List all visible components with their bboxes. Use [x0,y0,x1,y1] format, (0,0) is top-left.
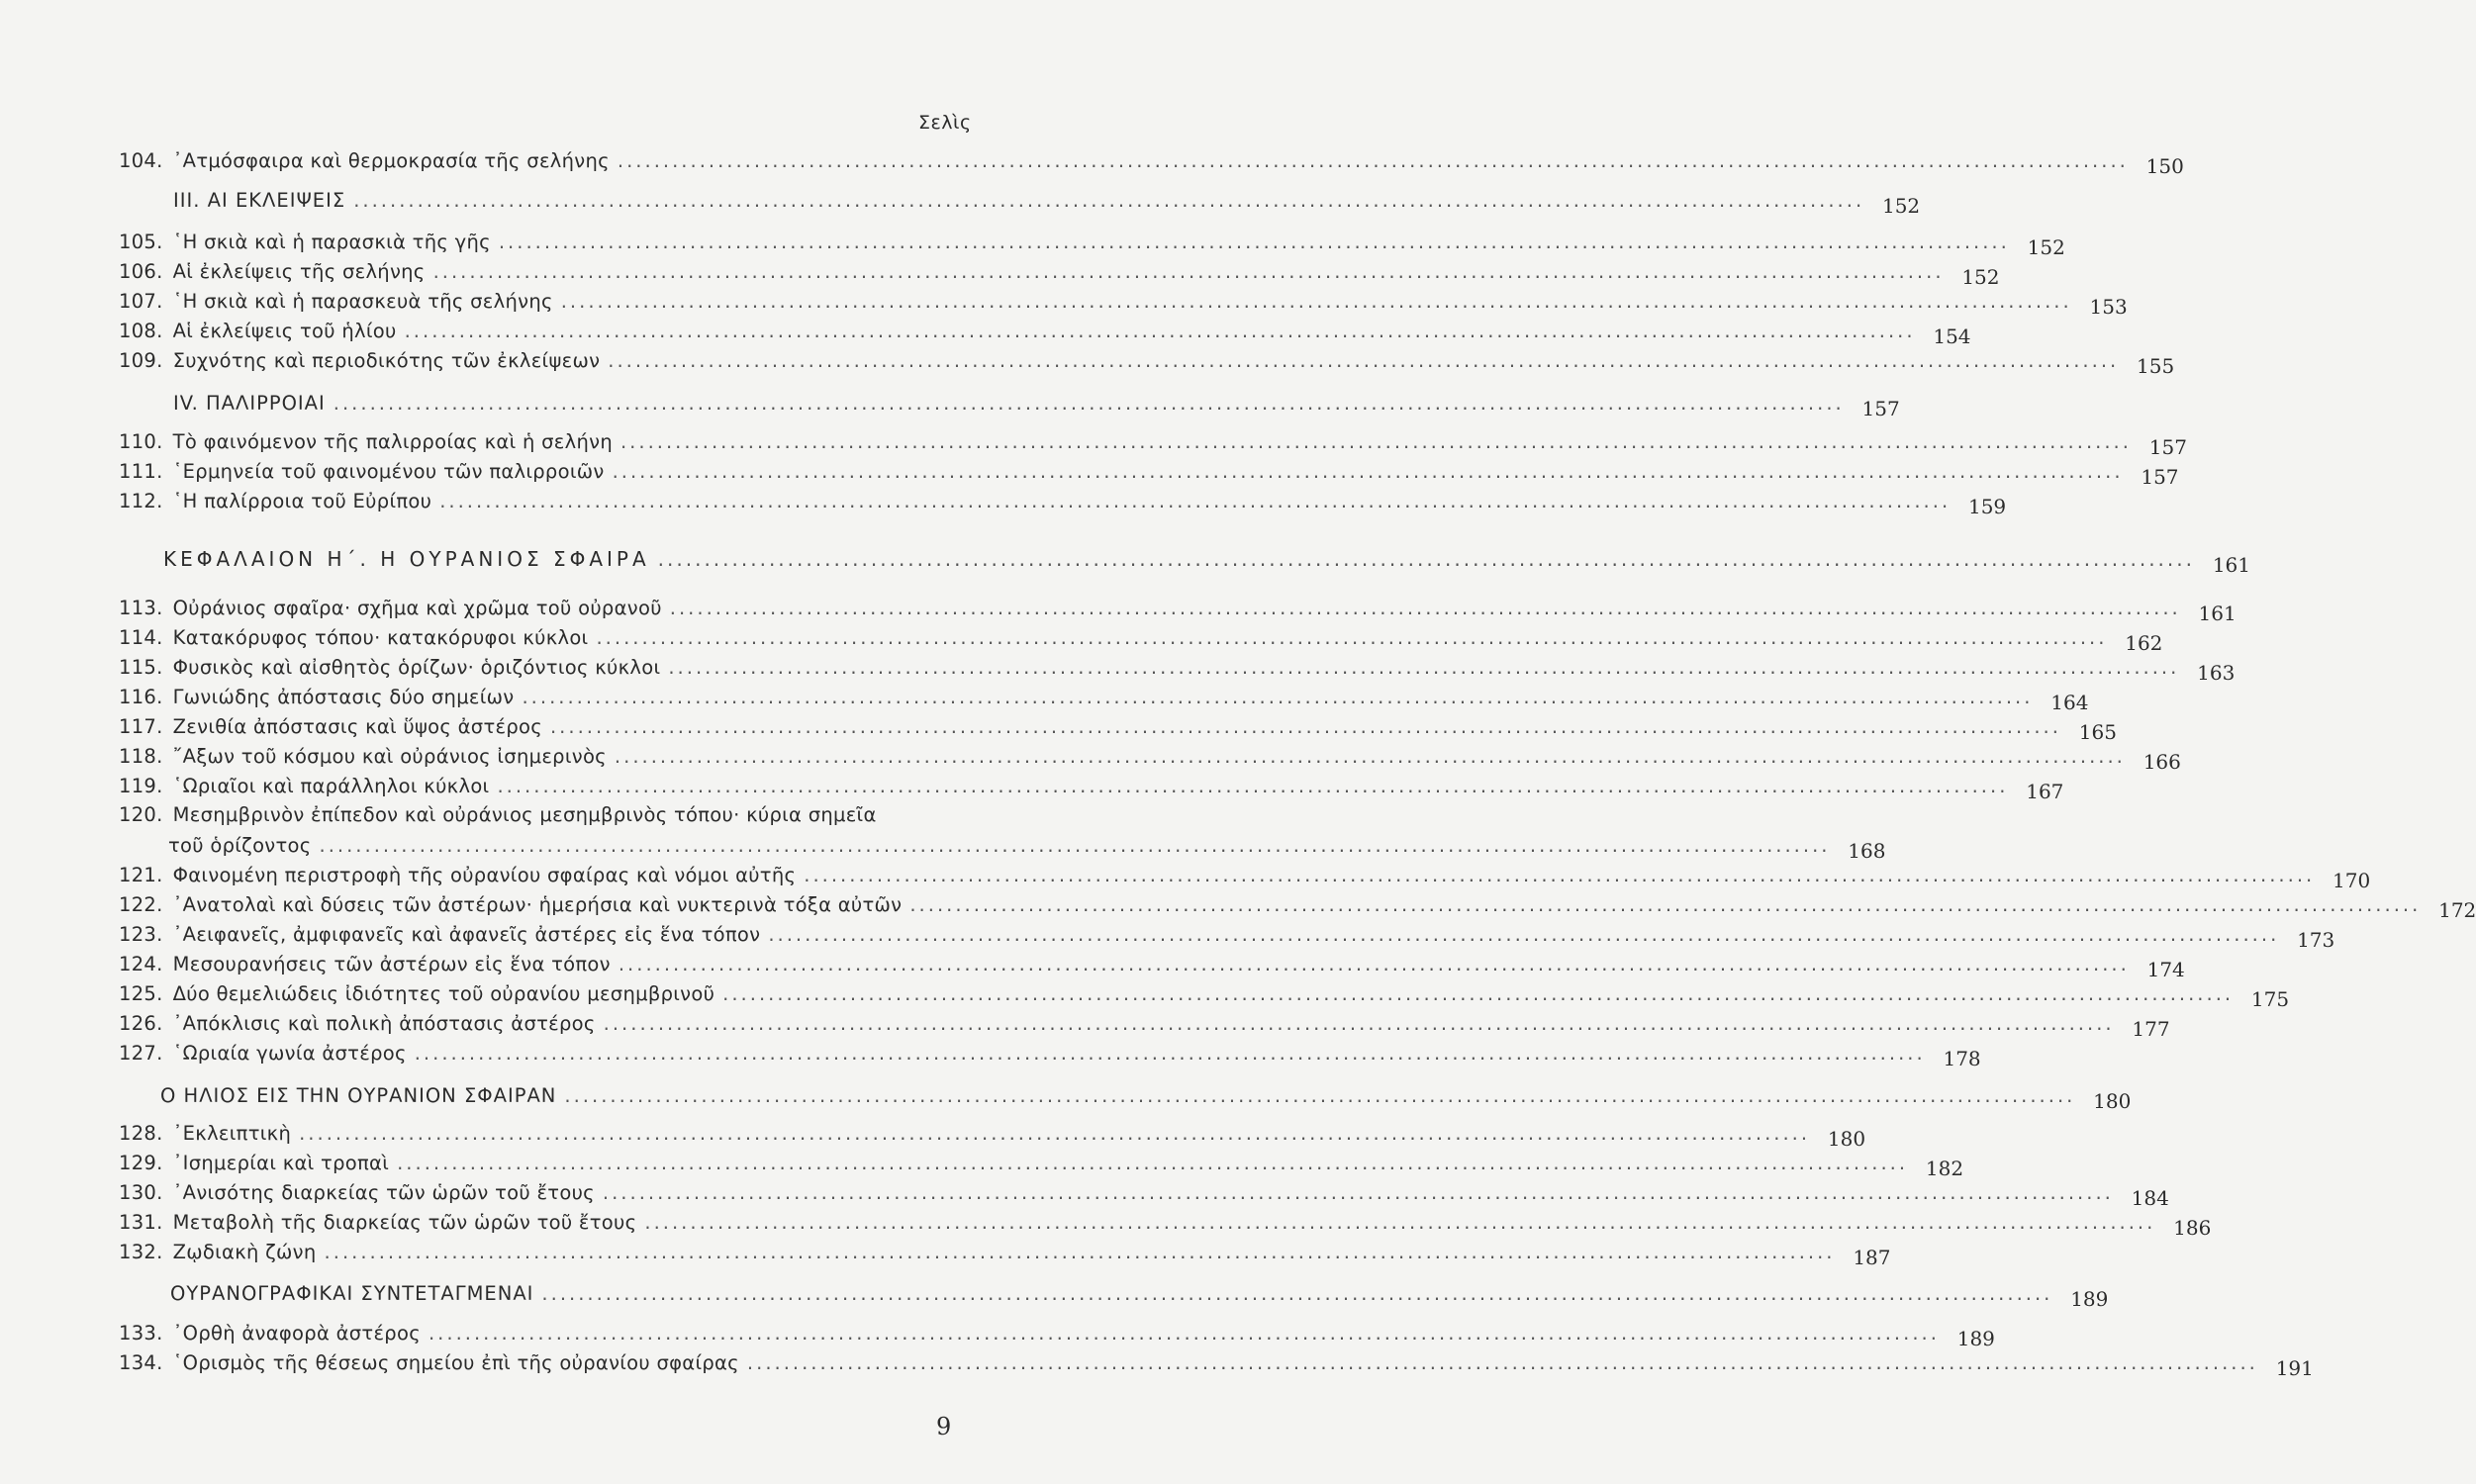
toc-page-number: 166 [2143,750,2181,774]
toc-entry [119,1180,2169,1210]
toc-entry [119,230,2065,259]
toc-page-number: 152 [1961,265,2000,289]
dot-leader [415,1042,1926,1065]
toc-entry-number: 104. [119,149,163,172]
toc-entry-title: ᾿Απόκλισις καὶ πολικὴ ἀπόστασις ἀστέρος [172,1012,596,1035]
toc-entry-title: Φαινομένη περιστροφὴ τῆς οὐρανίου σφαίρας καὶ νόμοι αὐτῆς [172,864,797,886]
toc-page-number: 187 [1853,1246,1891,1269]
toc-entry-title: Αἱ ἐκλείψεις τῆς σελήνης [172,260,426,283]
toc-entry-title: ῾Ορισμὸς τῆς θέσεως σημείου ἐπὶ τῆς οὐρανίου σφαίρας [172,1351,739,1374]
toc-entry-number: 128. [119,1122,163,1145]
dot-leader [564,1084,2075,1107]
toc-entry [119,319,1971,348]
toc-entry-title: Οὐράνιος σφαῖρα· σχῆμα καὶ χρῶμα τοῦ οὐρανοῦ [172,597,662,619]
dot-leader [615,745,2126,768]
toc-page-number: 150 [2145,154,2184,178]
toc-page-number: 189 [1956,1327,1995,1350]
toc-entry [119,1321,1995,1350]
dot-leader [541,1282,2052,1305]
toc-entry-number: 125. [119,982,163,1005]
toc-entry [119,744,2181,774]
dot-leader [522,686,2033,708]
dot-leader [909,893,2421,916]
toc-entry-number: 132. [119,1241,163,1263]
toc-entry-title: Δύο θεμελιώδεις ἰδιότητες τοῦ οὐρανίου μεσημβρινοῦ [172,982,715,1005]
toc-entry-title: ῾Η παλίρροια τοῦ Εὐρίπου [172,490,432,512]
toc-page-number: 157 [1861,397,1900,420]
dot-leader [603,1181,2114,1204]
toc-entry-number: 113. [119,597,163,619]
toc-page-number: 172 [2438,898,2476,922]
toc-page-number: 182 [1925,1157,1964,1180]
toc-section-heading [119,188,1921,218]
dot-leader [550,715,2061,738]
toc-entry [119,952,2185,981]
toc-page-number: 153 [2089,295,2128,319]
toc-entry-number: 115. [119,656,163,679]
toc-entry [119,259,2000,289]
toc-entry-number: 129. [119,1152,163,1174]
toc-page-number: 162 [2125,631,2163,655]
toc-entry [119,1121,1866,1151]
toc-entry-number: 105. [119,231,163,253]
toc-entry-number: 130. [119,1181,163,1204]
dot-leader [333,392,1845,415]
toc-entry [119,1350,2314,1380]
toc-entry-title: Γωνιώδης ἀπόστασις δύο σημείων [172,686,515,708]
toc-entry-number: 120. [119,803,163,826]
toc-page-number: 180 [2093,1089,2132,1113]
toc-entry-title: ῾Ωριαία γωνία ἀστέρος [172,1042,407,1065]
dot-leader [644,1211,2155,1234]
toc-entry [119,596,2237,625]
toc-page-number: 152 [2027,235,2065,259]
toc-entry-title: ΟΥΡΑΝΟΓΡΑΦΙΚΑΙ ΣΥΝΤΕΤΑΓΜΕΝΑΙ [170,1282,534,1305]
dot-leader [299,1122,1810,1145]
toc-entry-number: 131. [119,1211,163,1234]
toc-entry-title: ῾Ωριαῖοι καὶ παράλληλοι κύκλοι [172,775,490,797]
toc-entry-number: 117. [119,715,163,738]
toc-entry-title: ᾿Ισημερίαι καὶ τροπαὶ [172,1152,390,1174]
dot-leader [608,349,2119,372]
toc-entry [119,803,970,826]
toc-entry [119,685,2089,714]
toc-page-number: 154 [1933,325,1971,348]
toc-page-number: 189 [2070,1287,2109,1311]
toc-entry [119,148,2184,178]
toc-entry-number: 133. [119,1322,163,1345]
toc-entry [119,774,2064,803]
toc-entry [119,922,2335,952]
dot-leader [499,231,2010,253]
toc-entry-title-continuation: τοῦ ὁρίζοντος [168,834,312,857]
toc-page-number: 163 [2197,661,2236,685]
dot-leader [325,1241,1836,1263]
dot-leader [604,1012,2115,1035]
toc-entry-number: 121. [119,864,163,886]
toc-entry-title: Ζενιθία ἀπόστασις καὶ ὕψος ἀστέρος [172,715,542,738]
toc-entry-title: Κατακόρυφος τόπου· κατακόρυφοι κύκλοι [172,626,589,649]
toc-page-number: 184 [2131,1186,2169,1210]
toc-entry-number: 127. [119,1042,163,1065]
toc-entry-title: ᾿Αειφανεῖς, ἀμφιφανεῖς καὶ ἀφανεῖς ἀστέρες εἰς ἕνα τόπον [172,923,761,946]
toc-page-number: 161 [2212,553,2250,577]
toc-entry-title: ΚΕΦΑΛΑΙΟΝ Η΄. Η ΟΥΡΑΝΙΟΣ ΣΦΑΙΡΑ [163,547,650,571]
toc-entry-title: ῾Η σκιὰ καὶ ἡ παρασκευὰ τῆς σελήνης [172,290,553,313]
toc-page-number: 157 [2141,465,2179,489]
dot-leader [613,460,2124,483]
toc-entry-number: 118. [119,745,163,768]
dot-leader [439,490,1951,512]
toc-entry-title: ῎Αξων τοῦ κόσμου καὶ οὐράνιος ἰσημερινὸς [172,745,607,768]
dot-leader [747,1351,2258,1374]
dot-leader [618,149,2129,172]
toc-entry [119,981,2290,1011]
dot-leader [397,1152,1908,1174]
toc-page-number: 173 [2297,928,2335,952]
toc-entry-title: Ο ΗΛΙΟΣ ΕΙΣ ΤΗΝ ΟΥΡΑΝΙΟΝ ΣΦΑΙΡΑΝ [160,1084,557,1107]
toc-entry-number: 123. [119,923,163,946]
toc-entry-number: 126. [119,1012,163,1035]
toc-entry-continuation [119,833,1886,863]
toc-entry-number: 119. [119,775,163,797]
toc-entry-number: 112. [119,490,163,512]
toc-entry-title: ᾿Ανατολαὶ καὶ δύσεις τῶν ἀστέρων· ἡμερήσια καὶ νυκτερινὰ τόξα αὐτῶν [172,893,903,916]
toc-entry-title: Φυσικὸς καὶ αἰσθητὸς ὁρίζων· ὁριζόντιος κύκλοι [172,656,661,679]
toc-entry-title: ᾿Ανισότης διαρκείας τῶν ὡρῶν τοῦ ἔτους [172,1181,595,1204]
toc-entry-title: III. ΑΙ ΕΚΛΕΙΨΕΙΣ [173,189,346,212]
toc-entry-title: ῾Ερμηνεία τοῦ φαινομένου τῶν παλιρροιῶν [172,460,605,483]
toc-page-number: 155 [2137,354,2175,378]
dot-leader [768,923,2279,946]
toc-entry [119,489,2007,518]
toc-entry [119,1210,2212,1240]
toc-entry-title: Τὸ φαινόμενον τῆς παλιρροίας καὶ ἡ σελήνη [172,430,613,453]
toc-entry [119,348,2175,378]
toc-entry-number: 108. [119,320,163,342]
toc-entry [119,655,2236,685]
toc-page-number: 180 [1827,1127,1866,1151]
toc-page-number: 152 [1881,194,1921,218]
toc-section-heading [119,391,1900,420]
dot-leader [620,430,2132,453]
toc-entry-number: 111. [119,460,163,483]
toc-entry-title: Μεσημβρινὸν ἐπίπεδον καὶ οὐράνιος μεσημβρινὸς τόπου· κύρια σημεῖα [172,803,877,826]
toc-entry [119,429,2187,459]
toc-page-number: 164 [2050,691,2089,714]
dot-leader [497,775,2008,797]
toc-page-number: 157 [2148,435,2187,459]
toc-page-number: 186 [2173,1216,2212,1240]
toc-entry [119,625,2163,655]
dot-leader [353,189,1864,212]
toc-entry-number: 114. [119,626,163,649]
toc-entry [119,863,2371,892]
toc-section-heading [119,1281,2109,1311]
dot-leader [619,953,2130,975]
toc-entry-number: 110. [119,430,163,453]
toc-entry-title: Μεσουρανήσεις τῶν ἀστέρων εἰς ἕνα τόπον [172,953,611,975]
dot-leader [320,834,1831,857]
toc-entry-number: 107. [119,290,163,313]
toc-section-heading [119,547,2250,577]
toc-entry [119,1011,2170,1041]
page-column-header: Σελὶς [918,112,972,134]
toc-entry-title: Μεταβολὴ τῆς διαρκείας τῶν ὡρῶν τοῦ ἔτους [172,1211,637,1234]
dot-leader [561,290,2072,313]
toc-entry-number: 116. [119,686,163,708]
toc-page-number: 178 [1943,1047,1981,1070]
toc-entry-number: 134. [119,1351,163,1374]
toc-entry-title: IV. ΠΑΛΙΡΡΟΙΑΙ [173,392,326,415]
toc-page-number: 159 [1967,495,2007,518]
toc-entry [119,1041,1981,1070]
toc-entry-title: Συχνότης καὶ περιοδικότης τῶν ἐκλείψεων [172,349,601,372]
toc-entry-title: Ζῳδιακὴ ζώνη [172,1241,317,1263]
dot-leader [668,656,2179,679]
dot-leader [670,597,2181,619]
toc-page-number: 177 [2132,1017,2170,1041]
toc-entry [119,714,2117,744]
toc-section-heading [119,1083,2132,1113]
toc-entry [119,1240,1891,1269]
dot-leader [722,982,2234,1005]
toc-page-number: 165 [2078,720,2117,744]
toc-page-number: 191 [2275,1356,2314,1380]
dot-leader [658,547,2195,571]
toc-entry-number: 109. [119,349,163,372]
toc-entry [119,289,2128,319]
toc-entry-title: ᾿Εκλειπτικὴ [172,1122,292,1145]
toc-page-number: 161 [2198,602,2237,625]
toc-entry-title: ᾿Ορθὴ ἀναφορὰ ἀστέρος [172,1322,421,1345]
toc-entry-title: ᾿Ατμόσφαιρα καὶ θερμοκρασία τῆς σελήνης [172,149,610,172]
dot-leader [804,864,2315,886]
toc-entry-title: ῾Η σκιὰ καὶ ἡ παρασκιὰ τῆς γῆς [172,231,491,253]
toc-page-number: 170 [2333,869,2371,892]
toc-entry [119,1151,1964,1180]
toc-entry-title: Αἱ ἐκλείψεις τοῦ ἡλίου [172,320,397,342]
toc-entry-number: 122. [119,893,163,916]
page-number: 9 [936,1413,952,1440]
toc-page-number: 174 [2146,958,2185,981]
toc-entry [119,892,2476,922]
dot-leader [596,626,2107,649]
toc-entry-number: 124. [119,953,163,975]
toc-page-number: 167 [2026,780,2064,803]
toc-entry-number: 106. [119,260,163,283]
toc-page-number: 175 [2250,987,2290,1011]
dot-leader [433,260,1945,283]
dot-leader [429,1322,1940,1345]
toc-page-number: 168 [1848,839,1886,863]
dot-leader [405,320,1916,342]
toc-entry [119,459,2179,489]
